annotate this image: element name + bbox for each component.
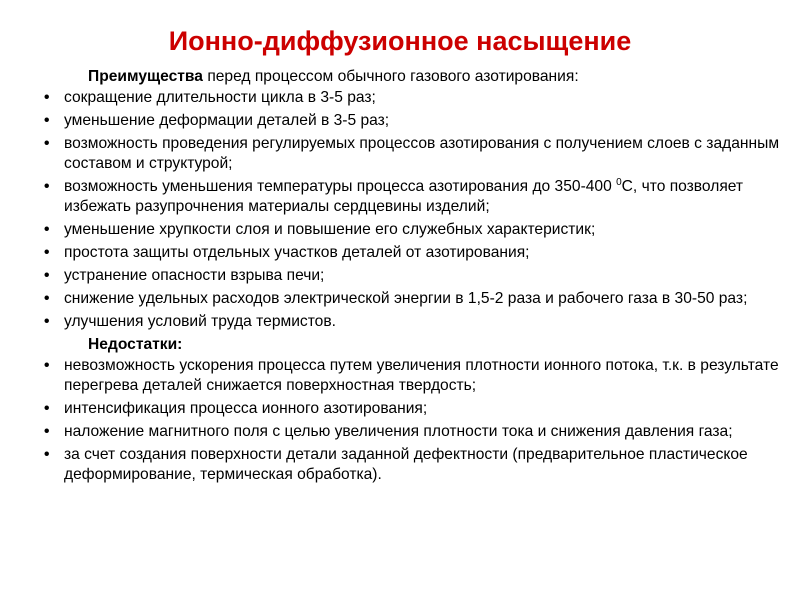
list-item	[40, 445, 780, 485]
bullet-icon: •	[44, 446, 50, 463]
list-item-text: снижение удельных расходов электрической энергии в 1,5-2 раза и рабочего газа в 30-50 раз;	[64, 290, 748, 307]
advantages-heading-bold: Преимущества	[88, 68, 203, 85]
bullet-icon: •	[44, 357, 50, 374]
bullet-icon: •	[44, 267, 50, 284]
list-item	[40, 399, 780, 419]
disadvantages-list	[40, 356, 780, 485]
disadvantages-heading: Недостатки:	[88, 336, 183, 353]
list-item-text: возможность проведения регулируемых процессов азотирования с получением слоев с заданным составом и структурой;	[64, 135, 780, 172]
list-item	[40, 220, 780, 240]
list-item-text-part: С, что позволяет избежать разупрочнения материалы сердцевины изделий;	[64, 178, 744, 215]
bullet-icon: •	[44, 135, 50, 152]
list-item-text: интенсификация процесса ионного азотирования;	[64, 400, 428, 417]
bullet-icon: •	[44, 244, 50, 261]
list-item	[40, 134, 780, 174]
list-item	[40, 422, 780, 442]
list-item-text: наложение магнитного поля с целью увеличения плотности тока и снижения давления газа;	[64, 423, 733, 440]
slide-content	[40, 67, 780, 488]
list-item	[40, 177, 780, 217]
bullet-icon: •	[44, 89, 50, 106]
list-item-text: уменьшение хрупкости слоя и повышение его служебных характеристик;	[64, 221, 596, 238]
bullet-icon: •	[44, 112, 50, 129]
bullet-icon: •	[44, 313, 50, 330]
list-item-text-part: возможность уменьшения температуры процесса азотирования до 350-400	[64, 178, 617, 195]
bullet-icon: •	[44, 400, 50, 417]
list-item	[40, 88, 780, 108]
degree-superscript: 0	[616, 176, 622, 188]
advantages-heading	[40, 67, 780, 87]
list-item-text: уменьшение деформации деталей в 3-5 раз;	[64, 112, 390, 129]
list-item-text: невозможность ускорения процесса путем увеличения плотности ионного потока, т.к. в результате перегрева деталей снижается поверхностная твердость;	[64, 357, 779, 394]
list-item-text: устранение опасности взрыва печи;	[64, 267, 325, 284]
list-item	[40, 356, 780, 396]
bullet-icon: •	[44, 290, 50, 307]
list-item	[40, 111, 780, 131]
list-item-text: простота защиты отдельных участков деталей от азотирования;	[64, 244, 530, 261]
list-item-text: улучшения условий труда термистов.	[64, 313, 336, 330]
advantages-heading-rest: перед процессом обычного газового азотирования:	[202, 68, 579, 85]
list-item-text: сокращение длительности цикла в 3-5 раз;	[64, 89, 376, 106]
bullet-icon: •	[44, 178, 50, 195]
list-item	[40, 266, 780, 286]
slide-title: Ионно-диффузионное насыщение	[168, 26, 632, 56]
list-item	[40, 289, 780, 309]
list-item-text: за счет создания поверхности детали заданной дефектности (предварительное пластическое деформирование, термическая обработка).	[64, 446, 748, 483]
advantages-list	[40, 88, 780, 332]
list-item	[40, 312, 780, 332]
bullet-icon: •	[44, 221, 50, 238]
list-item	[40, 243, 780, 263]
bullet-icon: •	[44, 423, 50, 440]
